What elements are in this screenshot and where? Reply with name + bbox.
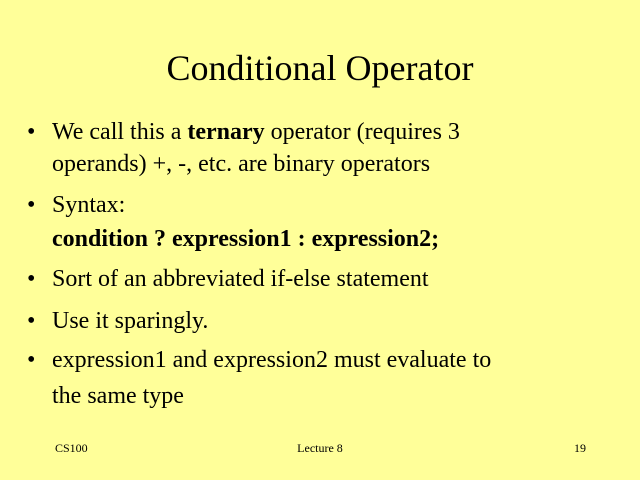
- bullet-icon: •: [27, 119, 36, 145]
- syntax-code-line: condition ? expression1 : expression2;: [52, 226, 440, 252]
- footer-lecture: Lecture 8: [297, 441, 343, 455]
- bullet-icon: •: [27, 266, 36, 292]
- bullet-icon: •: [27, 192, 36, 218]
- bullet-text-line: operands) +, -, etc. are binary operators: [52, 151, 431, 177]
- bullet-text-line: expression1 and expression2 must evaluate to: [52, 347, 492, 373]
- bullet-text-line: the same type: [52, 383, 184, 409]
- bullet-text-bold: ternary: [187, 119, 265, 145]
- bullet-text-segment: operator (requires 3: [264, 119, 460, 145]
- footer-page-number: 19: [574, 441, 586, 455]
- bullet-text-segment: We call this a: [52, 119, 188, 145]
- bullet-text-line: [52, 114, 460, 150]
- bullet-icon: •: [27, 347, 36, 373]
- bullet-text-line: Sort of an abbreviated if-else statement: [52, 266, 429, 292]
- bullet-text-line: Use it sparingly.: [52, 308, 209, 334]
- footer-course: CS100: [55, 441, 88, 455]
- bullet-icon: •: [27, 308, 36, 334]
- bullet-text-line: Syntax:: [52, 192, 126, 218]
- slide-title: Conditional Operator: [166, 48, 474, 88]
